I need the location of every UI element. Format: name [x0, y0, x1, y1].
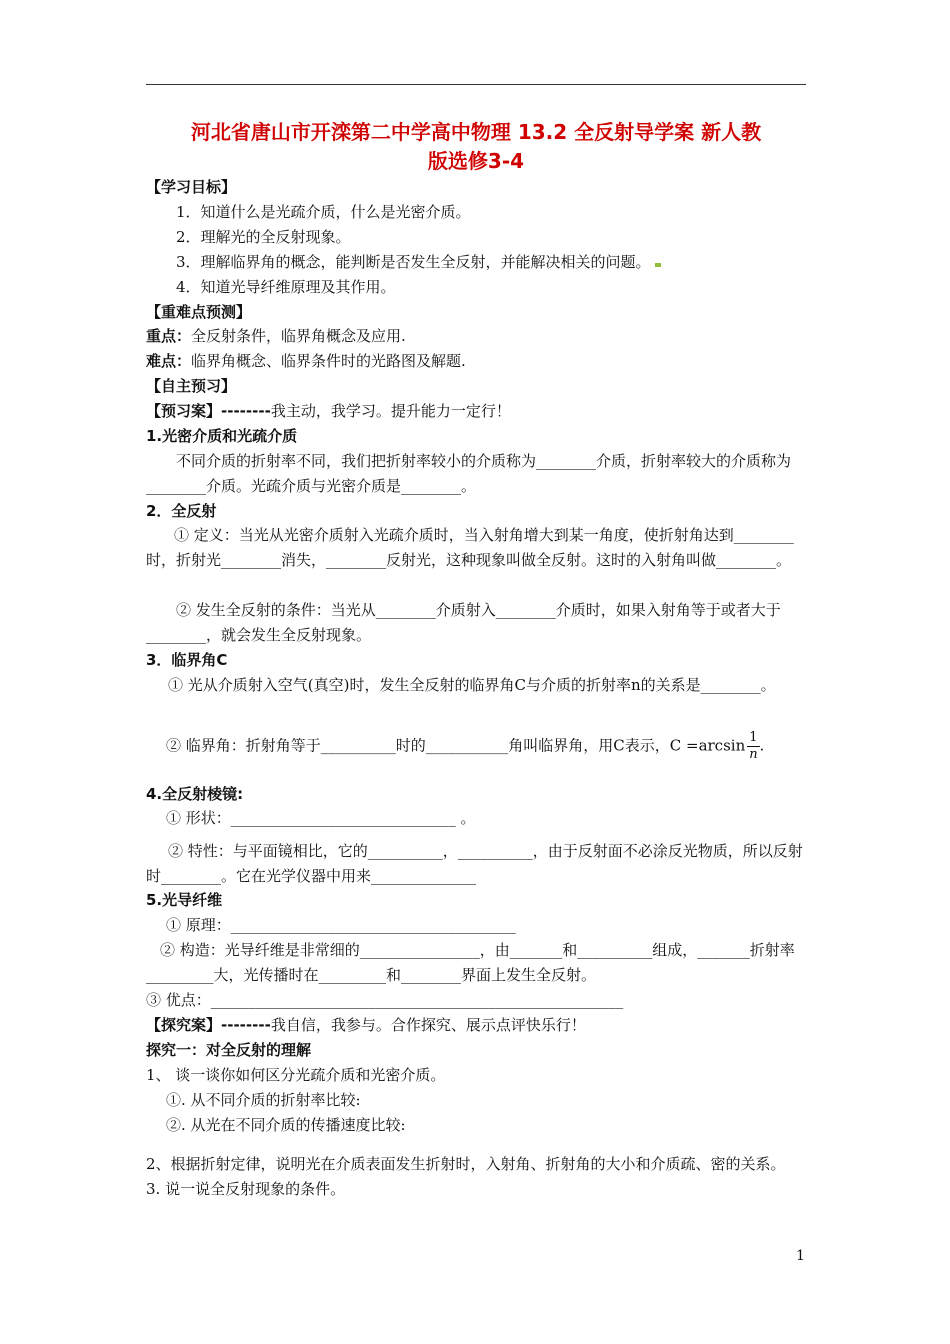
explore-1-heading: 探究一：对全反射的理解 — [146, 1041, 312, 1059]
goal-item-2: 2．理解光的全反射现象。 — [176, 228, 351, 246]
section-5-structure: ② 构造：光导纤维是非常细的________________，由_______和__________组成，_______折射率_________大，光传播时在_________和________界面上发生全反射。 — [146, 941, 795, 984]
hard-text: 临界角概念、临界条件时的光路图及解题. — [191, 352, 466, 370]
critical-angle-text: ② 临界角：折射角等于__________时的___________角叫临界角，用C表示， — [166, 736, 670, 755]
key-points-heading: 【重难点预测】 — [146, 303, 252, 321]
section-1-heading: 1.光密介质和光疏介质 — [146, 427, 298, 445]
goal-item-1: 1．知道什么是光疏介质，什么是光密介质。 — [176, 203, 471, 221]
green-mark-icon — [655, 263, 661, 267]
document-title — [146, 118, 806, 176]
section-5-principle: ① 原理：______________________________________ — [166, 916, 516, 934]
section-3-relation: ① 光从介质射入空气(真空)时，发生全反射的临界角C与介质的折射率n的关系是________。 — [168, 676, 776, 694]
fraction-one-over-n — [747, 730, 759, 763]
key-point-line — [146, 324, 406, 348]
question-3: 3. 说一说全反射现象的条件。 — [146, 1180, 346, 1198]
section-3-heading: 3．临界角C — [146, 651, 228, 669]
explore-case-label: 【探究案】-------- — [146, 1016, 271, 1034]
title-line-1: 河北省唐山市开滦第二中学高中物理 13.2 全反射导学案 新人教 — [190, 120, 762, 144]
goal-item-4: 4．知道光导纤维原理及其作用。 — [176, 278, 396, 296]
question-1a: ①. 从不同介质的折射率比较: — [166, 1091, 361, 1109]
preview-case-line — [146, 399, 511, 423]
section-2-condition: ② 发生全反射的条件：当光从________介质射入________介质时，如果入射角等于或者大于________，就会发生全反射现象。 — [146, 601, 781, 644]
explore-case-text: 我自信，我参与。合作探究、展示点评快乐行！ — [270, 1016, 586, 1034]
key-text: 全反射条件，临界角概念及应用. — [191, 327, 406, 345]
page-number: 1 — [796, 1248, 805, 1264]
preview-heading: 【自主预习】 — [146, 377, 237, 395]
goals-heading: 【学习目标】 — [146, 178, 237, 196]
section-5-advantages: ③ 优点：_______________________________________________________ — [146, 991, 624, 1009]
section-1-text: 不同介质的折射率不同，我们把折射率较小的介质称为________介质，折射率较大的介质称为________介质。光疏介质与光密介质是________。 — [146, 452, 792, 495]
hard-label: 难点： — [146, 352, 192, 370]
key-label: 重点： — [146, 327, 192, 345]
title-line-2: 版选修3-4 — [427, 149, 525, 173]
hard-point-line — [146, 349, 466, 373]
section-4-property: ② 特性：与平面镜相比，它的__________，__________，由于反射面不必涂反光物质，所以反射时________。它在光学仪器中用来______________ — [146, 842, 803, 885]
goal-item-3-text: 3．理解临界角的概念，能判断是否发生全反射，并能解决相关的问题。 — [176, 253, 651, 271]
preview-case-label: 【预习案】-------- — [146, 402, 271, 420]
question-2: 2、根据折射定律，说明光在介质表面发生折射时，入射角、折射角的大小和介质疏、密的关系。 — [146, 1155, 786, 1173]
fraction-numerator: 1 — [749, 730, 758, 745]
formula-period: . — [759, 736, 765, 755]
section-5-heading: 5.光导纤维 — [146, 891, 223, 909]
explore-case-line — [146, 1013, 586, 1037]
section-4-shape: ① 形状：______________________________ 。 — [166, 809, 476, 827]
goal-item-3 — [176, 250, 661, 274]
question-1b: ②. 从光在不同介质的传播速度比较: — [166, 1116, 406, 1134]
section-3-critical-angle — [166, 730, 764, 763]
critical-angle-formula: C =arcsin — [669, 736, 746, 755]
question-1: 1、 谈一谈你如何区分光疏介质和光密介质。 — [146, 1066, 446, 1084]
section-2-heading: 2．全反射 — [146, 502, 217, 520]
preview-case-text: 我主动，我学习。提升能力一定行！ — [270, 402, 511, 420]
section-4-heading: 4.全反射棱镜: — [146, 785, 244, 803]
header-rule — [146, 84, 806, 85]
section-2-definition: ① 定义：当光从光密介质射入光疏介质时，当入射角增大到某一角度，使折射角达到________时，折射光________消失，________反射光，这种现象叫做全反射。这时的入射角叫做________。 — [146, 526, 794, 569]
fraction-denominator: n — [749, 747, 758, 762]
